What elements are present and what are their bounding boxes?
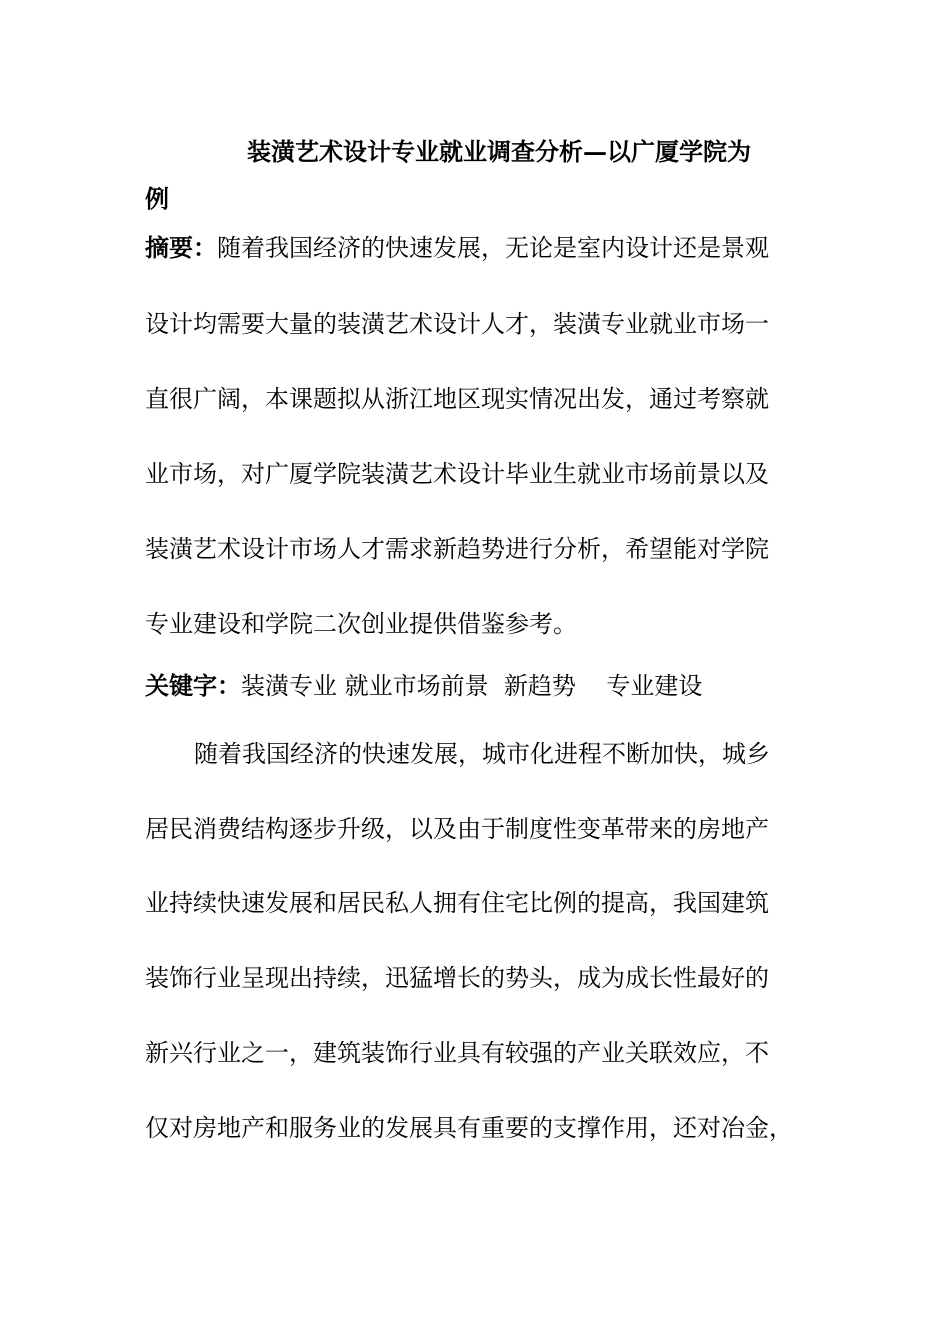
abstract-line-1 bbox=[145, 232, 825, 264]
document-title-line-2: 例 bbox=[145, 184, 169, 213]
keywords-line bbox=[145, 670, 825, 702]
body-line-3: 业持续快速发展和居民私人拥有住宅比例的提高，我国建筑 bbox=[145, 889, 769, 917]
keywords-label: 关键字： bbox=[145, 671, 241, 700]
abstract-text: 随着我国经济的快速发展，无论是室内设计还是景观 bbox=[217, 234, 769, 262]
abstract-line-5: 装潢艺术设计市场人才需求新趋势进行分析，希望能对学院 bbox=[145, 535, 769, 563]
abstract-line-6: 专业建设和学院二次创业提供借鉴参考。 bbox=[145, 610, 577, 638]
abstract-line-2: 设计均需要大量的装潢艺术设计人才，装潢专业就业市场一 bbox=[145, 310, 769, 338]
abstract-line-3: 直很广阔，本课题拟从浙江地区现实情况出发，通过考察就 bbox=[145, 385, 769, 413]
keywords-text: 装潢专业 就业市场前景 新趋势 专业建设 bbox=[241, 672, 703, 700]
body-line-5: 新兴行业之一，建筑装饰行业具有较强的产业关联效应，不 bbox=[145, 1039, 769, 1067]
abstract-label: 摘要： bbox=[145, 233, 217, 262]
body-line-1: 随着我国经济的快速发展，城市化进程不断加快，城乡 bbox=[194, 740, 770, 768]
body-line-2: 居民消费结构逐步升级，以及由于制度性变革带来的房地产 bbox=[145, 815, 769, 843]
body-line-6: 仅对房地产和服务业的发展具有重要的支撑作用，还对冶金， bbox=[145, 1114, 793, 1142]
abstract-line-4: 业市场，对广厦学院装潢艺术设计毕业生就业市场前景以及 bbox=[145, 460, 769, 488]
body-line-4: 装饰行业呈现出持续，迅猛增长的势头，成为成长性最好的 bbox=[145, 964, 769, 992]
document-title-line-1: 装潢艺术设计专业就业调查分析—以广厦学院为 bbox=[247, 137, 751, 166]
